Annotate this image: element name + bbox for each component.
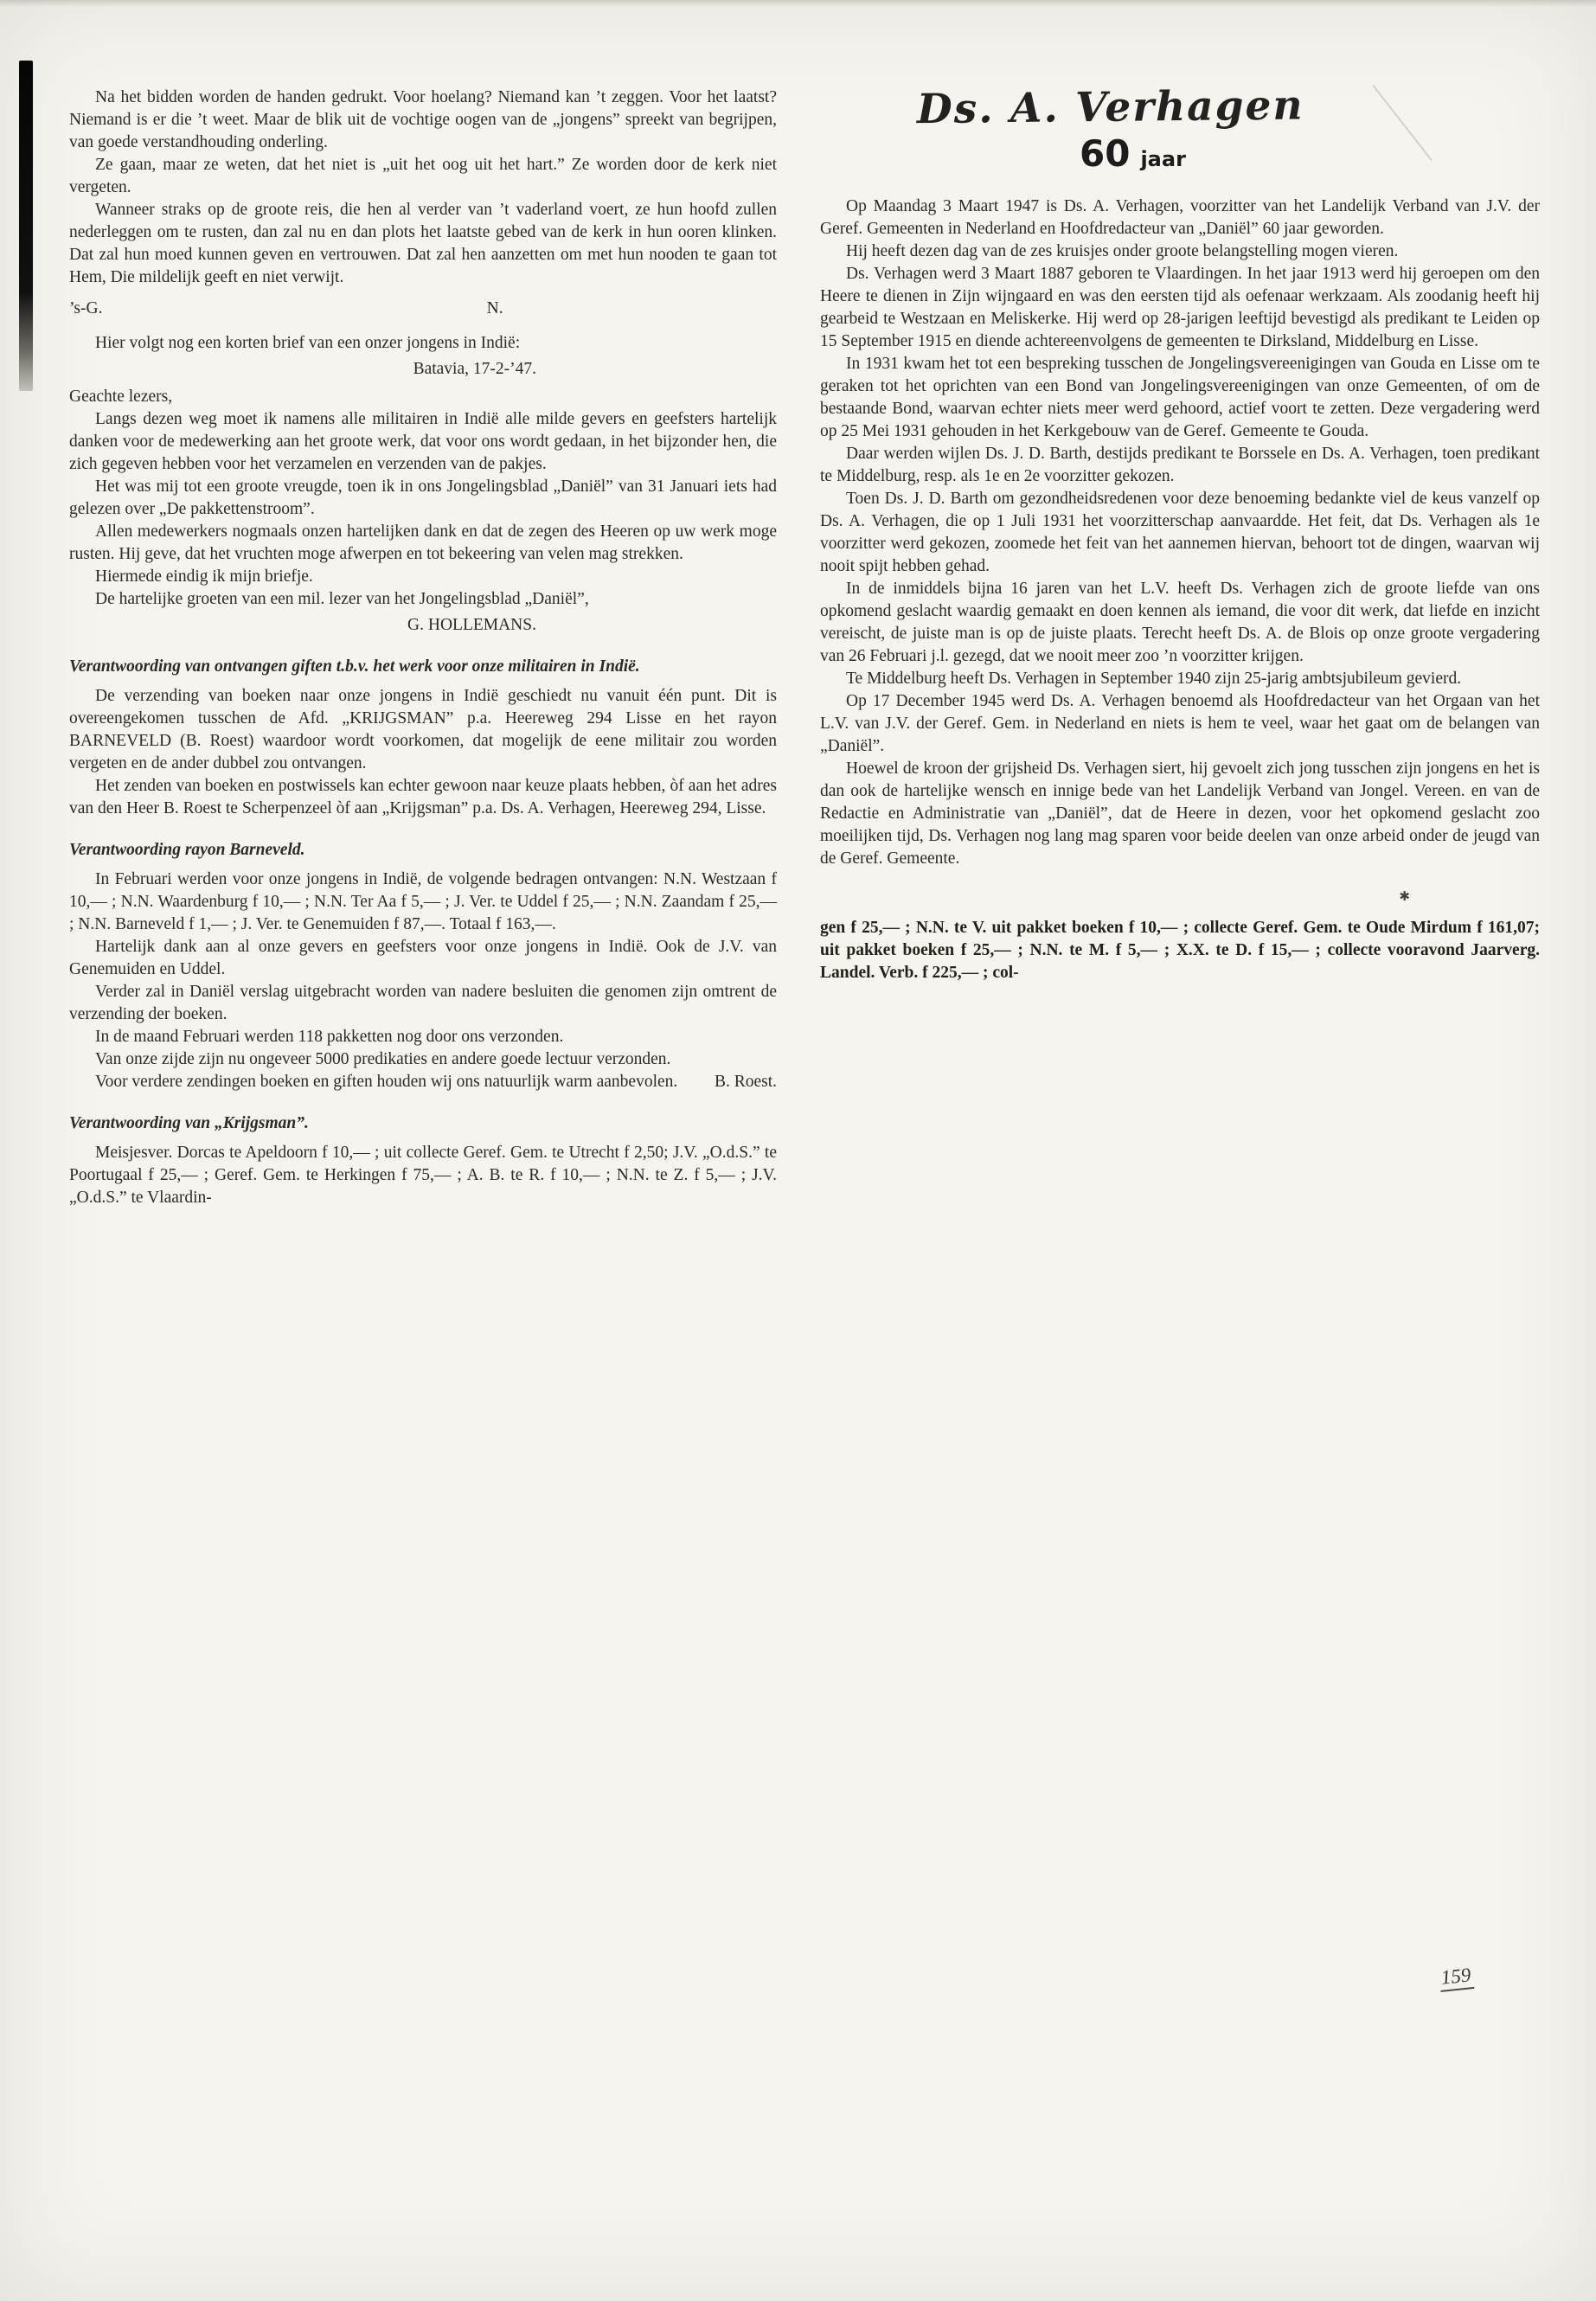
section-heading: Verantwoording van ontvangen giften t.b.v. het werk voor onze militairen in Indië. (69, 657, 640, 676)
paragraph: Daar werden wijlen Ds. J. D. Barth, destijds predikant te Borssele en Ds. A. Verhagen, toen predikant te Middelburg, resp. als 1e en 2e voorzitter gekozen. (820, 445, 1540, 485)
article-age-line (820, 132, 1540, 175)
age-number: 60 (1080, 132, 1131, 175)
continuation-paragraph: gen f 25,— ; N.N. te V. uit pakket boeken f 10,— ; collecte Geref. Gem. te Oude Mirdum f 161,07; uit pakket boeken f 25,— ; N.N. te M. f 5,— ; X.X. te D. f 15,— ; collecte vooravond Jaarverg. Landel. Verb. f 225,— ; col- (820, 919, 1540, 982)
signature-right: N. (486, 299, 503, 317)
paragraph: Batavia, 17-2-’47. (413, 360, 536, 378)
paragraph: De hartelijke groeten van een mil. lezer van het Jongelingsblad „Daniël”, (95, 590, 589, 608)
paragraph: Op 17 December 1945 werd Ds. A. Verhagen benoemd als Hoofdredacteur van het Orgaan van het L.V. van J.V. der Geref. Gem. in Nederland en niets is hem te veel, waar het gaat om de belangen van „Daniël”. (820, 692, 1540, 755)
article-title: Ds. A. Verhagen (916, 81, 1304, 134)
section-heading: Verantwoording rayon Barneveld. (69, 841, 305, 859)
paragraph: Langs dezen weg moet ik namens alle militairen in Indië alle milde gevers en geefsters hartelijk danken voor de medewerking aan het groote werk, dat voor ons wordt gedaan, in het bijzonder hen, die zich gegeven hebben voor het verzamelen en verzenden van de pakjes. (69, 410, 777, 473)
paragraph: Hartelijk dank aan al onze gevers en geefsters voor onze jongens in Indië. Ook de J.V. van Genemuiden en Uddel. (69, 938, 777, 978)
paragraph: Te Middelburg heeft Ds. Verhagen in September 1940 zijn 25-jarig ambtsjubileum gevierd. (846, 670, 1462, 688)
page-number: 159 (1439, 1964, 1474, 1992)
paragraph: De verzending van boeken naar onze jongens in Indië geschiedt nu vanuit één punt. Dit is overeengekomen tusschen de Afd. „KRIJGSMAN” p.a. Heereweg 294 Lisse en het rayon BARNEVELD (B. Roest) waardoor wordt voorkomen, dat mogelijk de eene militair zou worden vergeten en de ander dubbel zou ontvangen. (69, 687, 777, 772)
paragraph: Meisjesver. Dorcas te Apeldoorn f 10,— ; uit collecte Geref. Gem. te Utrecht f 2,50; J.V. „O.d.S.” te Poortugaal f 25,— ; Geref. Gem. te Herkingen f 75,— ; A. B. te R. f 10,— ; N.N. te Z. f 5,— ; J.V. „O.d.S.” te Vlaardin- (69, 1144, 777, 1207)
paragraph: Het zenden van boeken en postwissels kan echter gewoon naar keuze plaats hebben, òf aan het adres van den Heer B. Roest te Scherpenzeel òf aan „Krijgsman” p.a. Ds. A. Verhagen, Heereweg 294, Lisse. (69, 777, 777, 817)
paragraph: Van onze zijde zijn nu ongeveer 5000 predikaties en andere goede lectuur verzonden. (95, 1050, 671, 1068)
article-body (820, 195, 1540, 870)
paragraph: Hiermede eindig ik mijn briefje. (95, 567, 313, 586)
age-unit-label: jaar (1140, 147, 1186, 171)
right-column (820, 83, 1540, 984)
paragraph-text: Voor verdere zendingen boeken en giften houden wij ons natuurlijk warm aanbevolen. (95, 1073, 678, 1091)
paragraph (69, 298, 777, 320)
paragraph: Ds. Verhagen werd 3 Maart 1887 geboren te Vlaardingen. In het jaar 1913 werd hij geroepen om den Heere te dienen in Zijn wijngaard en was den eersten tijd als oefenaar werkzaam. Als zoodanig heeft hij gearbeid te Westzaan en Meliskerke. Hij werd op 28-jarigen leeftijd bevestigd als predikant te Leiden op 15 September 1915 en diende achtereenvolgens de gemeenten te Dirksland, Middelburg en Lisse. (820, 265, 1540, 350)
paragraph: In Februari werden voor onze jongens in Indië, de volgende bedragen ontvangen: N.N. Westzaan f 10,— ; N.N. Waardenburg f 10,— ; N.N. Ter Aa f 5,— ; J. Ver. te Uddel f 25,— ; N.N. Zaandam f 25,— ; N.N. Barneveld f 1,— ; J. Ver. te Genemuiden f 87,—. Totaal f 163,—. (69, 870, 777, 933)
paragraph: Verder zal in Daniël verslag uitgebracht worden van nadere besluiten die genomen zijn omtrent de verzending der boeken. (69, 983, 777, 1023)
scan-artifact-bar (19, 61, 33, 391)
paragraph: Geachte lezers, (69, 388, 173, 406)
signature-right: B. Roest. (714, 1073, 777, 1091)
paragraph: Op Maandag 3 Maart 1947 is Ds. A. Verhagen, voorzitter van het Landelijk Verband van J.V. der Geref. Gemeenten in Nederland en Hoofdredacteur van „Daniël” 60 jaar geworden. (820, 197, 1540, 238)
paragraph: In 1931 kwam het tot een bespreking tusschen de Jongelingsvereenigingen van Gouda en Lisse om te geraken tot het oprichten van een Bond van Jongelingsvereenigingen van onze Gemeenten, of om de bestaande Bond, waarvan echter niets meer werd gehoord, actief voort te zetten. Deze vergadering werd op 25 Mei 1931 gehouden in het Kerkgebouw van de Geref. Gemeente te Gouda. (820, 355, 1540, 440)
paragraph: Na het bidden worden de handen gedrukt. Voor hoelang? Niemand kan ’t zeggen. Voor het laatst? Niemand is er die ’t weet. Maar de blik uit de vochtige oogen van de „jongens” spreekt van begrijpen, van goede verstandhouding onderling. (69, 88, 777, 151)
signature-left: ’s-G. (69, 299, 103, 317)
paragraph: Hij heeft dezen dag van de zes kruisjes onder groote belangstelling mogen vieren. (846, 242, 1399, 260)
paragraph: In de inmiddels bijna 16 jaren van het L.V. heeft Ds. Verhagen zich de groote liefde van ons opkomend geslacht waardig gemaakt en doen kennen als iemand, die voor dit werk, dat liefde en inzicht vereischt, de juiste man is op de juiste plaats. Terecht heeft Ds. A. de Blois op onze groote vergadering van 26 Februari j.l. gezegd, dat we nooit meer zoo ’n voorzitter krijgen. (820, 580, 1540, 665)
paragraph: Wanneer straks op de groote reis, die hen al verder van ’t vaderland voert, ze hun hoofd zullen nederleggen om te rusten, dan zal nu en dan plots het laatste gebed van de kerk in hun ooren klinken. Dat zal hun moed kunnen geven en vertrouwen. Dat zal hen aanzetten om met hun nooden te gaan tot Hem, Die mildelijk geeft en niet verwijt. (69, 201, 777, 286)
scan-smudge (0, 0, 1596, 7)
paragraph: Hier volgt nog een korten brief van een onzer jongens in Indië: (95, 334, 521, 352)
paragraph: Toen Ds. J. D. Barth om gezondheidsredenen voor deze benoeming bedankte viel de keus vanzelf op Ds. A. Verhagen, die op 1 Juli 1931 het voorzitterschap aanvaardde. Het feit, dat Ds. Verhagen als 1e voorzitter werd gekozen, zoomede het feit van het aannemen hiervan, behoort tot de dingen, waarvan wij nooit spijt hebben gehad. (820, 490, 1540, 575)
article-header (820, 83, 1540, 173)
ornament-mark: ✱ (1399, 890, 1410, 904)
paragraph: Ze gaan, maar ze weten, dat het niet is „uit het oog uit het hart.” Ze worden door de kerk niet vergeten. (69, 156, 777, 196)
paragraph: G. HOLLEMANS. (407, 616, 536, 634)
paragraph (69, 1071, 777, 1093)
paragraph: Het was mij tot een groote vreugde, toen ik in ons Jongelingsblad „Daniël” van 31 Januari iets had gelezen over „De pakkettenstroom”. (69, 478, 777, 518)
paragraph: In de maand Februari werden 118 pakketten nog door ons verzonden. (95, 1028, 564, 1046)
paragraph: Hoewel de kroon der grijsheid Ds. Verhagen siert, hij gevoelt zich jong tusschen zijn jongens en het is dan ook de hartelijke wensch en innige bede van het Landelijk Verband van Jongel. Vereen. en van de Redactie en Administratie van „Daniël”, dat de Heere in dezen, voor het opkomend geslacht zoo moeilijken tijd, Ds. Verhagen nog lang mag sparen voor beide deelen van onze arbeid onder de jeugd van de Geref. Gemeente. (820, 760, 1540, 868)
paragraph: Allen medewerkers nogmaals onzen hartelijken dank en dat de zegen des Heeren op uw werk moge rusten. Hij geve, dat het vruchten moge afwerpen en tot bekeering van velen mag strekken. (69, 522, 777, 563)
section-heading: Verantwoording van „Krijgsman”. (69, 1114, 309, 1132)
left-column (69, 87, 777, 1209)
